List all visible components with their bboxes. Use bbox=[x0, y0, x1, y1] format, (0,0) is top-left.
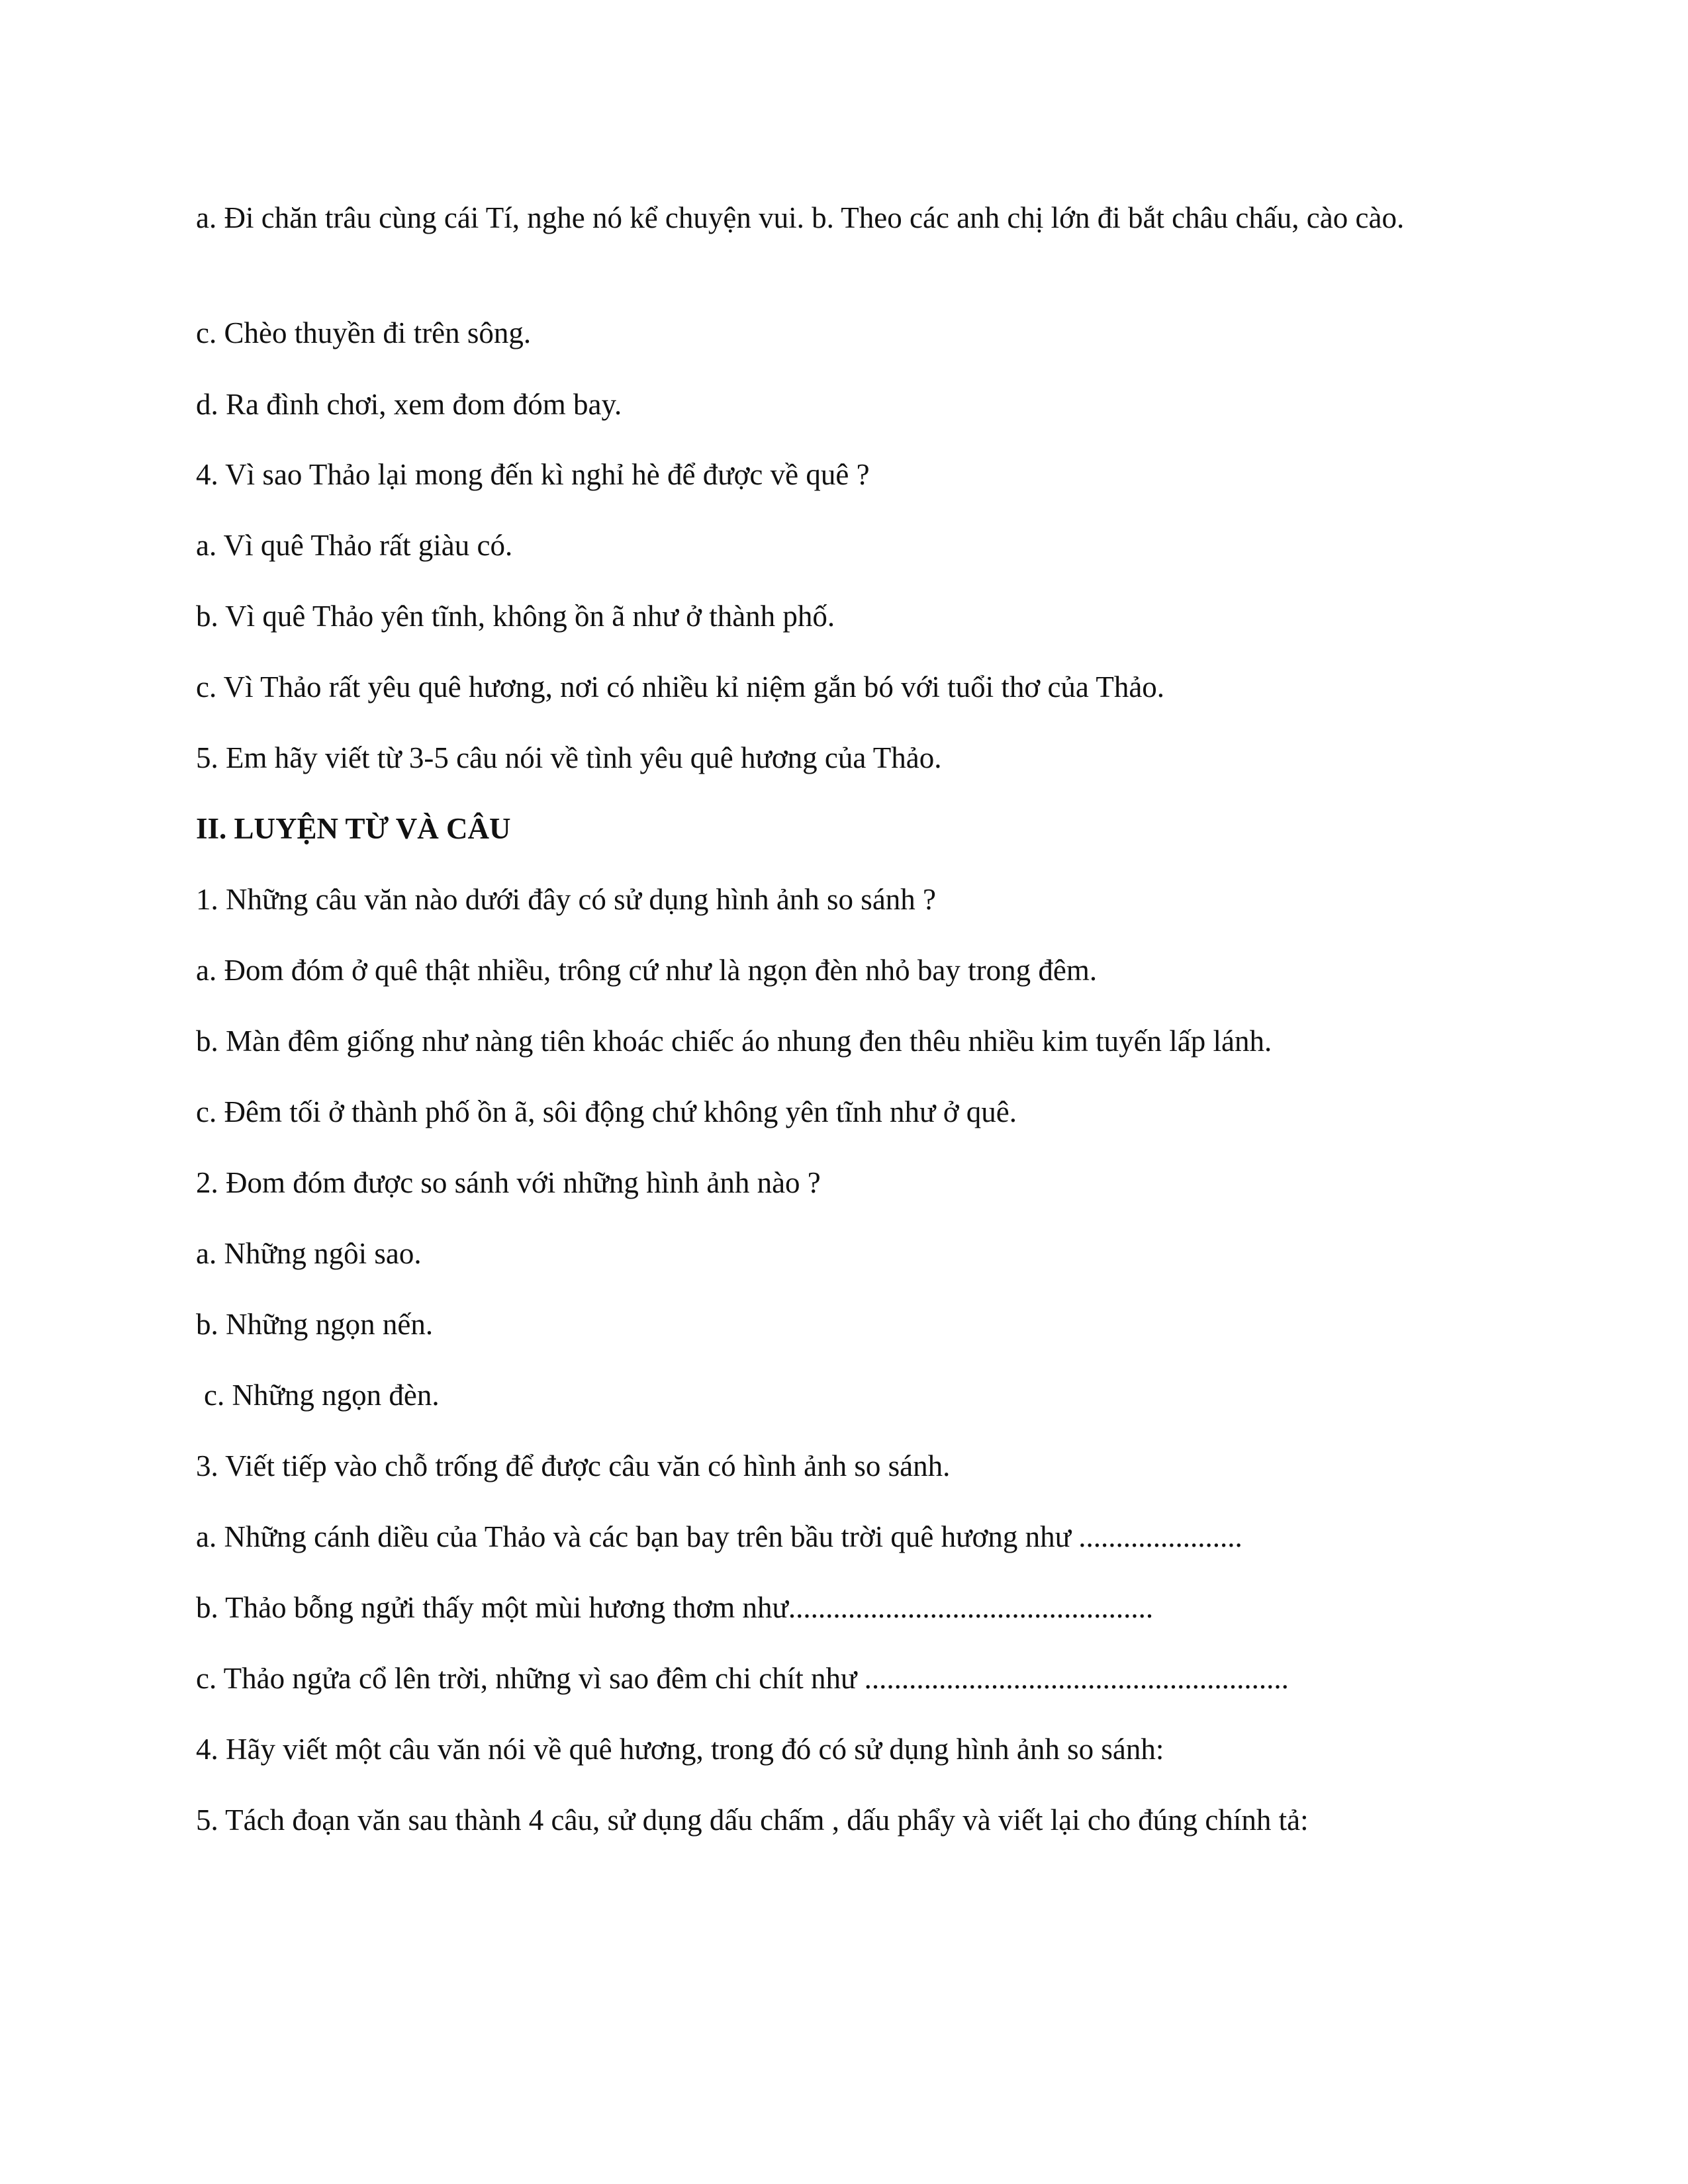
q4-option-a: a. Vì quê Thảo rất giàu có. bbox=[196, 529, 513, 562]
exercise-3-option-a: a. Những cánh diều của Thảo và các bạn bay trên bầu trời quê hương như ...................... bbox=[196, 1520, 1243, 1553]
question-4: 4. Vì sao Thảo lại mong đến kì nghỉ hè để được về quê ? bbox=[196, 458, 870, 491]
section-heading: II. LUYỆN TỪ VÀ CÂU bbox=[196, 812, 511, 845]
exercise-3-option-c: c. Thảo ngửa cổ lên trời, những vì sao đêm chi chít như ......................................................... bbox=[196, 1662, 1289, 1695]
exercise-2-option-b: b. Những ngọn nến. bbox=[196, 1308, 434, 1341]
exercise-1-option-b: b. Màn đêm giống như nàng tiên khoác chiếc áo nhung đen thêu nhiều kim tuyến lấp lánh. bbox=[196, 1024, 1272, 1058]
exercise-4: 4. Hãy viết một câu văn nói về quê hương, trong đó có sử dụng hình ảnh so sánh: bbox=[196, 1733, 1164, 1766]
q4-option-b: b. Vì quê Thảo yên tĩnh, không ồn ã như ở thành phố. bbox=[196, 600, 835, 633]
exercise-3-option-b: b. Thảo bỗng ngửi thấy một mùi hương thơm như................................................. bbox=[196, 1591, 1154, 1624]
exercise-2-option-c: c. Những ngọn đèn. bbox=[204, 1379, 440, 1412]
q4-option-c: c. Vì Thảo rất yêu quê hương, nơi có nhiều kỉ niệm gắn bó với tuổi thơ của Thảo. bbox=[196, 670, 1165, 704]
q3-option-ab: a. Đi chăn trâu cùng cái Tí, nghe nó kể chuyện vui. b. Theo các anh chị lớn đi bắt châu chấu, cào cào. bbox=[196, 201, 1405, 234]
q3-option-c: c. Chèo thuyền đi trên sông. bbox=[196, 316, 532, 349]
question-5: 5. Em hãy viết từ 3-5 câu nói về tình yêu quê hương của Thảo. bbox=[196, 741, 942, 774]
exercise-1-option-a: a. Đom đóm ở quê thật nhiều, trông cứ như là ngọn đèn nhỏ bay trong đêm. bbox=[196, 954, 1098, 987]
exercise-2-option-a: a. Những ngôi sao. bbox=[196, 1237, 422, 1270]
q3-option-d: d. Ra đình chơi, xem đom đóm bay. bbox=[196, 388, 622, 421]
exercise-5: 5. Tách đoạn văn sau thành 4 câu, sử dụng dấu chấm , dấu phẩy và viết lại cho đúng chính tả: bbox=[196, 1803, 1309, 1837]
exercise-1-option-c: c. Đêm tối ở thành phố ồn ã, sôi động chứ không yên tĩnh như ở quê. bbox=[196, 1095, 1017, 1128]
exercise-1: 1. Những câu văn nào dưới đây có sử dụng hình ảnh so sánh ? bbox=[196, 883, 937, 916]
exercise-3: 3. Viết tiếp vào chỗ trống để được câu văn có hình ảnh so sánh. bbox=[196, 1449, 951, 1482]
exercise-2: 2. Đom đóm được so sánh với những hình ảnh nào ? bbox=[196, 1166, 821, 1199]
